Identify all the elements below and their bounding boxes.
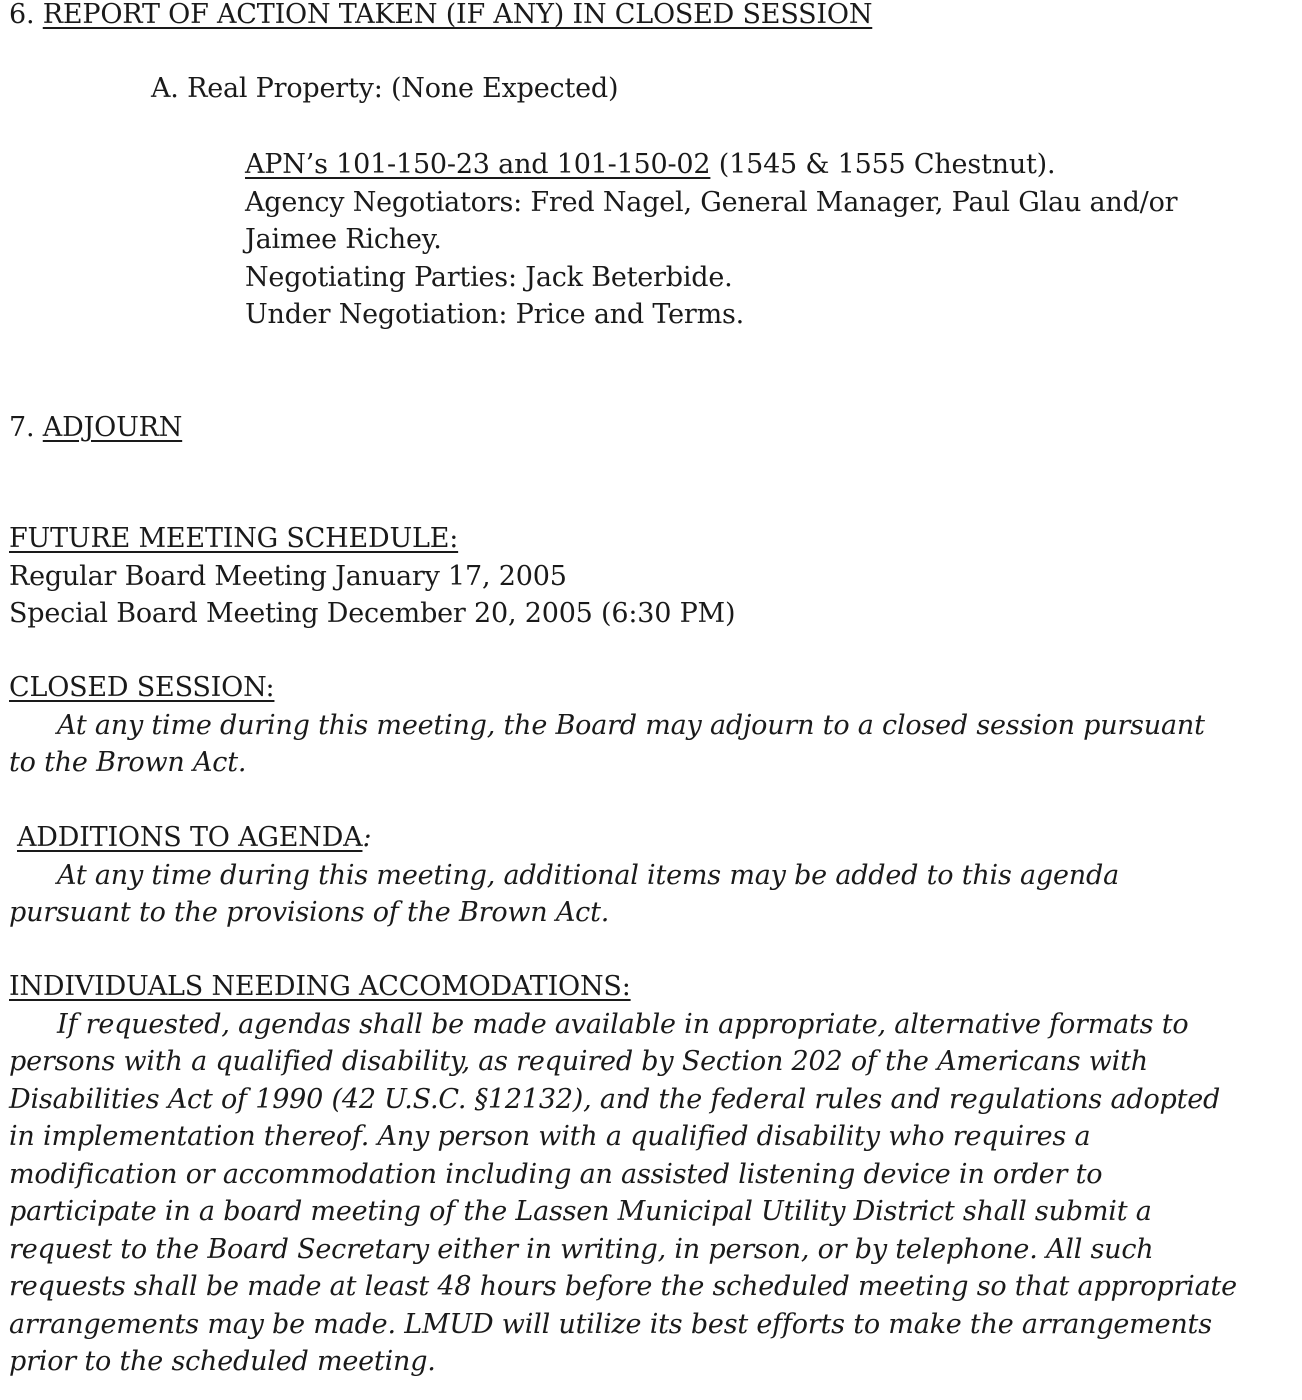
section-6-heading [9, 0, 872, 34]
section-7-number: 7. [9, 412, 35, 443]
negotiating-parties-line: Negotiating Parties: Jack Beterbide. [245, 261, 733, 293]
special-board-meeting-line: Special Board Meeting December 20, 2005 (6:30 PM) [9, 598, 736, 629]
accommodations-text-line: in implementation thereof. Any person with a qualified disability who requires a [9, 1121, 1091, 1152]
additions-text-line-1: At any time during this meeting, additional items may be added to this agenda [57, 859, 1119, 891]
future-meeting-heading: FUTURE MEETING SCHEDULE: [9, 523, 459, 554]
apn-block [245, 146, 1177, 334]
additions-section [9, 819, 1119, 932]
future-meeting-section [9, 520, 735, 633]
accommodations-text-line: requests shall be made at least 48 hours before the scheduled meeting so that appropriate [9, 1271, 1237, 1302]
accommodations-text-line: modification or accommodation including an assisted listening device in order to [9, 1158, 1103, 1190]
apn-address: (1545 & 1555 Chestnut). [710, 149, 1056, 180]
closed-session-text-line-1: At any time during this meeting, the Board may adjourn to a closed session pursuant [57, 709, 1205, 741]
accommodations-heading: INDIVIDUALS NEEDING ACCOMODATIONS: [9, 971, 631, 1002]
apn-numbers: APN’s 101-150-23 and 101-150-02 [245, 149, 711, 180]
accommodations-text-line: prior to the scheduled meeting. [9, 1346, 436, 1377]
section-7-heading [9, 409, 182, 447]
closed-session-text-line-2: to the Brown Act. [9, 747, 247, 778]
regular-board-meeting-line: Regular Board Meeting January 17, 2005 [9, 560, 567, 592]
additions-heading-line [9, 819, 1119, 857]
accommodations-text-line: participate in a board meeting of the Lassen Municipal Utility District shall submit a [9, 1196, 1152, 1227]
accommodations-text-line: persons with a qualified disability, as required by Section 202 of the Americans with [9, 1046, 1148, 1077]
under-negotiation-line: Under Negotiation: Price and Terms. [245, 299, 745, 330]
closed-session-section [9, 669, 1205, 782]
agency-negotiators-line-2: Jaimee Richey. [245, 224, 442, 255]
closed-session-heading: CLOSED SESSION: [9, 672, 275, 703]
accommodations-section [9, 968, 1237, 1381]
additions-heading: ADDITIONS TO AGENDA [17, 822, 363, 853]
accommodations-text-line: request to the Board Secretary either in writing, in person, or by telephone. All such [9, 1233, 1154, 1265]
additions-text-line-2: pursuant to the provisions of the Brown Act. [9, 897, 610, 928]
section-7-title: ADJOURN [42, 412, 183, 443]
accommodations-text-line: If requested, agendas shall be made available in appropriate, alternative formats to [57, 1008, 1189, 1040]
section-6-title: REPORT OF ACTION TAKEN (IF ANY) IN CLOSED SESSION [42, 0, 873, 30]
additions-heading-colon: : [362, 822, 372, 853]
real-property-item: A. Real Property: (None Expected) [151, 73, 619, 104]
apn-line [245, 146, 1177, 184]
accommodations-text-line: arrangements may be made. LMUD will utilize its best efforts to make the arrangements [9, 1308, 1212, 1340]
section-6-number: 6. [9, 0, 35, 30]
accommodations-text-line: Disabilities Act of 1990 (42 U.S.C. §12132), and the federal rules and regulations adopted [9, 1083, 1221, 1115]
agency-negotiators-line-1: Agency Negotiators: Fred Nagel, General Manager, Paul Glau and/or [245, 186, 1178, 218]
